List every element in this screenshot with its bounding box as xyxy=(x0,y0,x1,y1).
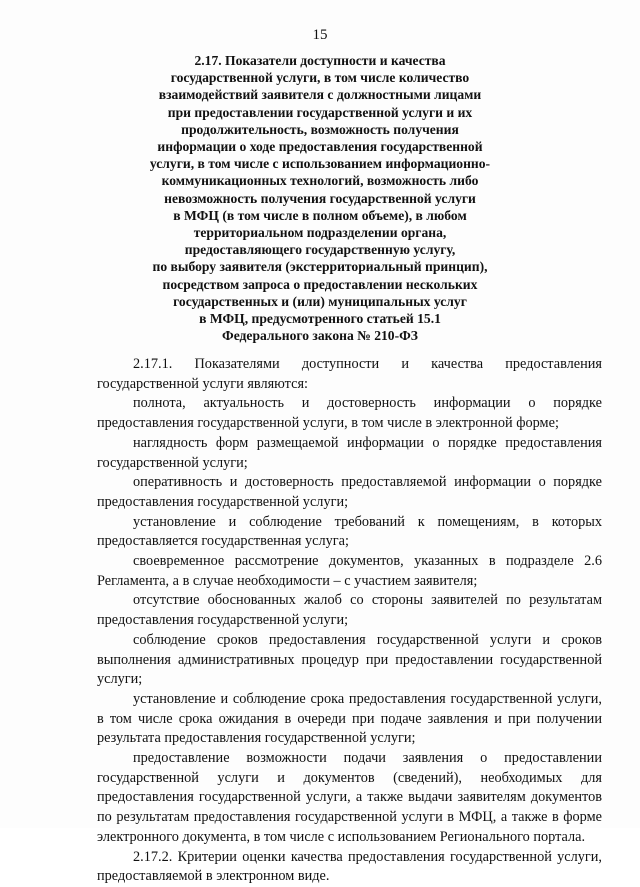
heading-line: услуги, в том числе с использованием информационно- xyxy=(149,156,491,172)
heading-line: государственных и (или) муниципальных услуг xyxy=(173,293,467,309)
page-number: 15 xyxy=(312,27,328,43)
heading-line: территориальном подразделении органа, xyxy=(193,225,447,241)
heading-line: по выбору заявителя (экстерриториальный принцип), xyxy=(152,259,488,275)
paragraph: установление и соблюдение срока предоставления государственной услуги, в том числе срока ожидания в очереди при подаче заявления и при получении результата предоставления государственной услуги; xyxy=(97,690,602,747)
heading-line: посредством запроса о предоставлении нескольких xyxy=(162,276,478,292)
paragraph: оперативность и достоверность предоставляемой информации о порядке предоставления государственной услуги; xyxy=(97,474,602,510)
heading-line: при предоставлении государственной услуги и их xyxy=(167,104,473,120)
paragraph: полнота, актуальность и достоверность информации о порядке предоставления государственной услуги, в том числе в электронной форме; xyxy=(97,395,602,432)
heading-line: Федерального закона № 210-ФЗ xyxy=(222,328,418,344)
heading-line: 2.17. Показатели доступности и качества xyxy=(194,53,446,68)
paragraph: установление и соблюдение требований к помещениям, в которых предоставляется государственная услуга; xyxy=(97,513,602,550)
heading-line: в МФЦ (в том числе в полном объеме), в любом xyxy=(173,207,467,223)
heading-line: невозможность получения государственной услуги xyxy=(164,190,476,206)
heading-line: государственной услуги, в том числе количество xyxy=(170,70,470,86)
heading-line: в МФЦ, предусмотренного статьей 15.1 xyxy=(199,311,441,327)
body-text xyxy=(97,355,602,887)
heading-line: взаимодействий заявителя с должностными лицами xyxy=(158,87,482,103)
heading-line: продолжительность, возможность получения xyxy=(181,121,459,137)
paragraph: наглядность форм размещаемой информации о порядке предоставления государственной услуги; xyxy=(97,434,602,471)
paragraph: своевременное рассмотрение документов, указанных в подразделе 2.6 Регламента, а в случае необходимости – с участием заявителя; xyxy=(97,553,602,589)
paragraph: соблюдение сроков предоставления государственной услуги и сроков выполнения административных процедур при предоставлении государственной услуги; xyxy=(97,631,602,688)
paragraph: предоставление возможности подачи заявления о предоставлении государственной услуги и документов (сведений), необходимых для предоставления государственной услуги, а также выдачи заявителям документов по результатам предоставления государственной услуги в МФЦ, а также в форме электронного документа, в том числе с использованием Регионального портала. xyxy=(97,750,602,845)
section-heading xyxy=(140,52,500,344)
heading-line: коммуникационных технологий, возможность либо xyxy=(161,173,479,189)
paragraph: 2.17.1. Показателями доступности и качества предоставления государственной услуги являются: xyxy=(97,356,602,392)
heading-line: информации о ходе предоставления государственной xyxy=(157,139,483,155)
heading-line: предоставляющего государственную услугу, xyxy=(184,242,456,258)
paragraph: 2.17.2. Критерии оценки качества предоставления государственной услуги, предоставляемой в электронном виде. xyxy=(97,848,602,885)
paragraph: отсутствие обоснованных жалоб со стороны заявителей по результатам предоставления государственной услуги; xyxy=(97,592,602,629)
